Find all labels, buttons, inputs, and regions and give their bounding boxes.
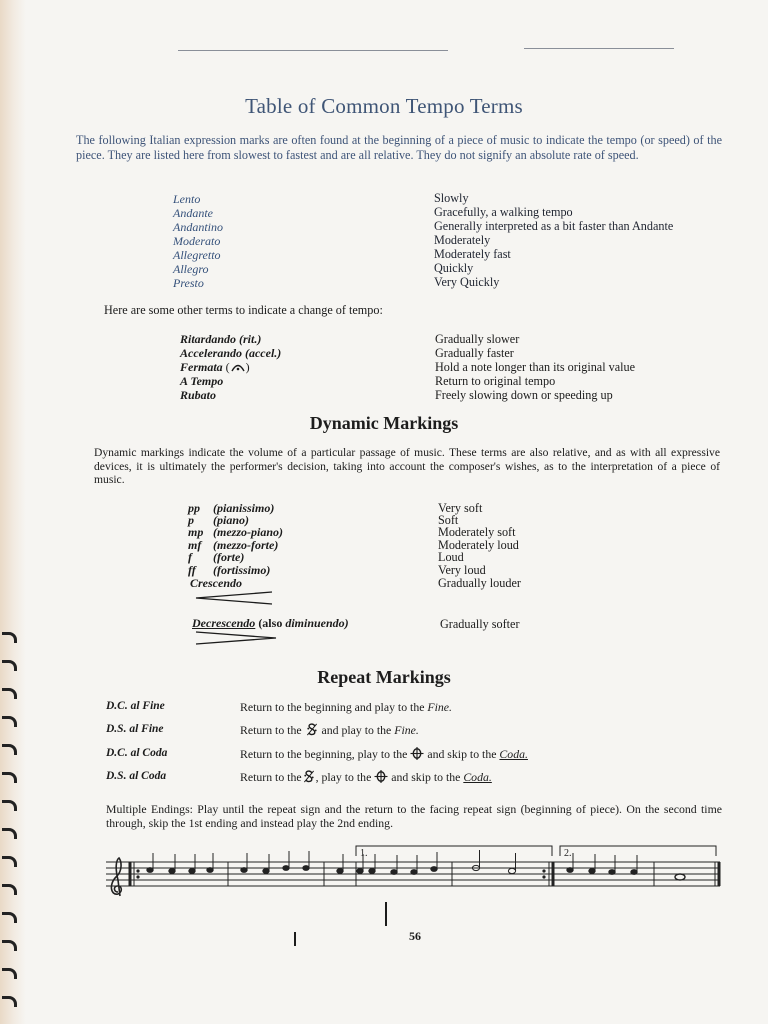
tempo-def: Moderately fast	[434, 247, 511, 261]
spiral-ring	[2, 912, 17, 923]
dynamic-symbol: pp	[188, 501, 200, 515]
dynamic-name: (mezzo-piano)	[213, 525, 283, 539]
segno-icon	[302, 770, 316, 783]
decrescendo-label: Decrescendo	[192, 616, 256, 630]
change-term: Ritardando (rit.)	[180, 332, 262, 346]
tempo-term: Allegretto	[173, 248, 221, 262]
repeat-def	[240, 700, 452, 715]
tempo-def: Gracefully, a walking tempo	[434, 205, 573, 219]
dynamic-term: Crescendo	[190, 576, 242, 590]
segno-icon	[305, 723, 319, 736]
change-def: Gradually slower	[435, 332, 520, 346]
fermata-label: Fermata	[180, 360, 223, 374]
repeat-def-text: Return to the beginning and play to the	[240, 700, 425, 714]
spiral-ring	[2, 940, 17, 951]
decrescendo-note: (also	[258, 616, 283, 630]
repeat-def-text: Return to the	[240, 770, 302, 784]
change-def: Hold a note longer than its original value	[435, 360, 636, 374]
dynamics-heading: Dynamic Markings	[309, 413, 459, 433]
repeat-term: D.C. al Fine	[106, 700, 165, 712]
tempo-term: Moderato	[173, 234, 221, 248]
second-ending-label: 2.	[564, 848, 572, 859]
spiral-binding	[0, 0, 26, 1024]
repeat-term: D.S. al Coda	[106, 770, 167, 782]
spiral-ring	[2, 828, 17, 839]
repeat-def-text: Return to the	[240, 723, 302, 737]
repeat-def-target: Coda.	[499, 747, 528, 761]
dynamic-def: Soft	[438, 513, 459, 527]
dynamic-symbol: mp	[188, 525, 204, 539]
spiral-ring	[2, 716, 17, 727]
dynamic-symbol: p	[188, 513, 194, 527]
repeat-def-target: Fine.	[394, 723, 419, 737]
header-rule-right	[524, 48, 674, 49]
change-term	[180, 360, 250, 375]
spiral-ring	[2, 800, 17, 811]
coda-icon	[374, 770, 388, 783]
spiral-ring	[2, 996, 17, 1007]
dynamic-def: Very soft	[438, 501, 483, 515]
fermata-icon: ( )	[225, 360, 250, 374]
dynamic-def: Moderately soft	[438, 525, 516, 539]
dynamic-symbol: ff	[188, 563, 196, 577]
tempo-intro: The following Italian expression marks are often found at the beginning of a piece of music to indicate the tempo (or speed) of the piece. They are listed here from slowest to fastest and are all relative. They do not signify an absolute rate of speed.	[76, 133, 722, 162]
dynamic-name: (piano)	[213, 513, 249, 527]
music-staff	[104, 840, 724, 902]
repeat-def-target: Coda.	[463, 770, 492, 784]
spiral-ring	[2, 856, 17, 867]
repeat-def	[240, 770, 492, 785]
spiral-ring	[2, 688, 17, 699]
repeat-def-text: and skip to the	[391, 770, 461, 784]
dynamic-name: (pianissimo)	[213, 501, 275, 515]
dynamic-symbol: f	[188, 550, 192, 564]
repeat-def-target: Fine.	[427, 700, 452, 714]
coda-icon	[410, 747, 424, 760]
change-def: Freely slowing down or speeding up	[435, 388, 613, 402]
repeat-term: D.S. al Fine	[106, 723, 164, 735]
change-term: Accelerando (accel.)	[180, 346, 282, 360]
repeat-def-text: and play to the	[321, 723, 392, 737]
crescendo-hairpin-icon	[194, 590, 274, 606]
decrescendo-term	[192, 616, 349, 631]
dynamic-def: Loud	[438, 550, 464, 564]
change-def: Return to original tempo	[435, 374, 556, 388]
diminuendo-label: diminuendo)	[285, 616, 349, 630]
dynamic-name: (forte)	[213, 550, 245, 564]
page-number: 56	[409, 929, 421, 943]
change-term: A Tempo	[180, 374, 224, 388]
tempo-def: Quickly	[434, 261, 474, 275]
pencil-mark	[385, 902, 387, 926]
header-rule-left	[178, 50, 448, 51]
dynamic-def: Gradually louder	[438, 576, 521, 590]
tempo-term: Presto	[173, 276, 204, 290]
repeat-term: D.C. al Coda	[106, 747, 168, 759]
change-term: Rubato	[180, 388, 217, 402]
change-def: Gradually faster	[435, 346, 514, 360]
spiral-ring	[2, 968, 17, 979]
multiple-endings-text: Multiple Endings: Play until the repeat sign and the return to the facing repeat sign (beginning of piece). On the second time through, skip the 1st ending and instead play the 2nd ending.	[106, 802, 722, 830]
repeat-def	[240, 747, 528, 762]
tempo-term: Andantino	[173, 220, 223, 234]
tempo-def: Slowly	[434, 191, 469, 205]
spiral-ring	[2, 772, 17, 783]
page-title: Table of Common Tempo Terms	[245, 94, 523, 118]
dynamic-name: (fortissimo)	[213, 563, 271, 577]
repeat-def-text: and skip to the	[427, 747, 497, 761]
spiral-ring	[2, 744, 17, 755]
dynamics-intro: Dynamic markings indicate the volume of a particular passage of music. These terms are also relative, and as with all expressive devices, it is ultimately the performer's decision, taking into account the composer's wishes, as to the interpretation of a piece of music.	[94, 446, 720, 486]
dynamic-def: Moderately loud	[438, 538, 519, 552]
spiral-ring	[2, 884, 17, 895]
spiral-ring	[2, 660, 17, 671]
decrescendo-def: Gradually softer	[440, 617, 520, 631]
dynamic-name: (mezzo-forte)	[213, 538, 279, 552]
pencil-mark	[294, 932, 296, 946]
tempo-term: Andante	[173, 206, 213, 220]
treble-clef-icon	[111, 858, 121, 896]
tempo-term: Lento	[173, 192, 201, 206]
first-ending-label: 1.	[360, 848, 368, 859]
decrescendo-hairpin-icon	[194, 630, 278, 646]
repeat-heading: Repeat Markings	[317, 667, 451, 687]
repeat-def-text: Return to the beginning, play to the	[240, 747, 408, 761]
tempo-def: Very Quickly	[434, 275, 500, 289]
tempo-def: Generally interpreted as a bit faster than Andante	[434, 219, 674, 233]
spiral-ring	[2, 632, 17, 643]
dynamic-def: Very loud	[438, 563, 486, 577]
repeat-def-text: , play to the	[315, 770, 372, 784]
dynamic-symbol: mf	[188, 538, 202, 552]
repeat-def	[240, 723, 419, 738]
tempo-def: Moderately	[434, 233, 491, 247]
tempo-term: Allegro	[173, 262, 209, 276]
change-intro: Here are some other terms to indicate a change of tempo:	[104, 303, 383, 317]
